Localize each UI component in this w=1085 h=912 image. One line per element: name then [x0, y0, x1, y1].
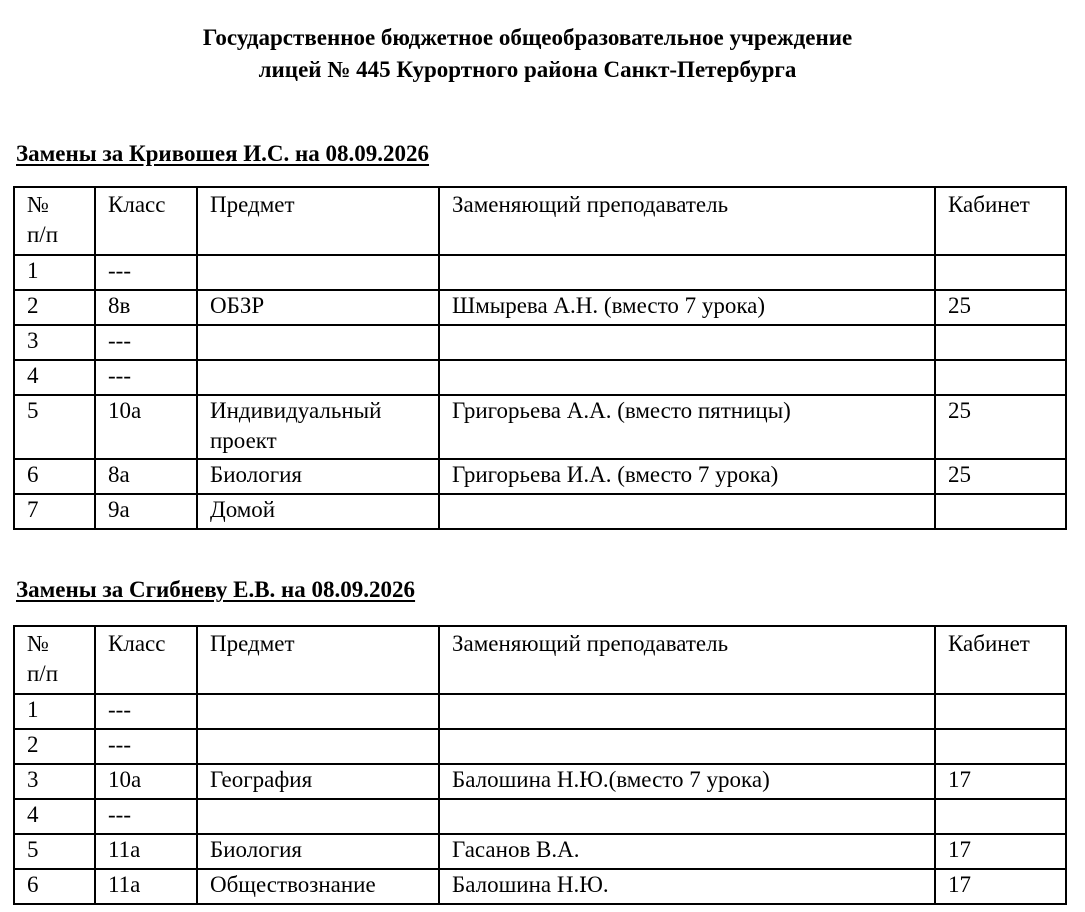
table-header-row [14, 626, 1066, 694]
substitutions-table-sgibneva [13, 625, 1067, 905]
table-row [14, 395, 1066, 459]
substitutions-table-krivosheya [13, 186, 1067, 530]
column-header-class: Класс [95, 626, 197, 694]
cell-number: 3 [14, 764, 95, 799]
cell-subject [197, 325, 439, 360]
cell-number: 6 [14, 869, 95, 904]
cell-cabinet [935, 325, 1066, 360]
cell-subject: Биология [197, 834, 439, 869]
cell-subject: Домой [197, 494, 439, 529]
table-row [14, 255, 1066, 290]
cell-class: --- [95, 325, 197, 360]
cell-cabinet [935, 729, 1066, 764]
cell-cabinet: 17 [935, 764, 1066, 799]
column-header-number-line2: п/п [27, 222, 59, 247]
cell-number: 6 [14, 459, 95, 494]
cell-cabinet: 25 [935, 459, 1066, 494]
cell-teacher [439, 325, 935, 360]
school-name-line2: лицей № 445 Курортного района Санкт-Петербурга [258, 57, 797, 82]
cell-teacher: Шмырева А.Н. (вместо 7 урока) [439, 290, 935, 325]
cell-class: --- [95, 694, 197, 729]
cell-teacher [439, 360, 935, 395]
cell-cabinet: 17 [935, 869, 1066, 904]
cell-teacher: Григорьева А.А. (вместо пятницы) [439, 395, 935, 459]
cell-number: 1 [14, 694, 95, 729]
cell-subject [197, 729, 439, 764]
cell-teacher [439, 255, 935, 290]
column-header-number [14, 187, 95, 255]
cell-subject [197, 799, 439, 834]
cell-class: --- [95, 799, 197, 834]
cell-number: 5 [14, 395, 95, 459]
table-row [14, 799, 1066, 834]
cell-cabinet [935, 360, 1066, 395]
cell-number: 3 [14, 325, 95, 360]
cell-subject: Индивидуальный проект [197, 395, 439, 459]
table-row [14, 459, 1066, 494]
table-row [14, 290, 1066, 325]
cell-cabinet [935, 255, 1066, 290]
cell-class: 8а [95, 459, 197, 494]
table-row [14, 494, 1066, 529]
cell-teacher [439, 694, 935, 729]
cell-subject [197, 255, 439, 290]
cell-subject: Обществознание [197, 869, 439, 904]
document-header [0, 22, 1055, 86]
cell-cabinet [935, 799, 1066, 834]
cell-number: 4 [14, 799, 95, 834]
column-header-subject: Предмет [197, 187, 439, 255]
column-header-class: Класс [95, 187, 197, 255]
cell-cabinet: 17 [935, 834, 1066, 869]
section-title-krivosheya: Замены за Кривошея И.С. на 08.09.2026 [16, 141, 430, 166]
table-row [14, 764, 1066, 799]
cell-number: 1 [14, 255, 95, 290]
cell-teacher: Балошина Н.Ю. [439, 869, 935, 904]
section-title-sgibneva: Замены за Сгибневу Е.В. на 08.09.2026 [16, 577, 416, 602]
cell-teacher: Гасанов В.А. [439, 834, 935, 869]
cell-class: 8в [95, 290, 197, 325]
column-header-subject: Предмет [197, 626, 439, 694]
cell-teacher: Григорьева И.А. (вместо 7 урока) [439, 459, 935, 494]
cell-teacher: Балошина Н.Ю.(вместо 7 урока) [439, 764, 935, 799]
cell-subject: География [197, 764, 439, 799]
cell-class: 10а [95, 764, 197, 799]
cell-class: 11а [95, 834, 197, 869]
column-header-cabinet: Кабинет [935, 187, 1066, 255]
column-header-number-line1: № [27, 631, 49, 656]
cell-class: 10а [95, 395, 197, 459]
column-header-cabinet: Кабинет [935, 626, 1066, 694]
cell-subject [197, 360, 439, 395]
table-row [14, 360, 1066, 395]
cell-number: 2 [14, 729, 95, 764]
cell-teacher [439, 494, 935, 529]
cell-subject [197, 694, 439, 729]
cell-teacher [439, 729, 935, 764]
column-header-teacher: Заменяющий преподаватель [439, 626, 935, 694]
table-row [14, 694, 1066, 729]
cell-number: 2 [14, 290, 95, 325]
cell-number: 5 [14, 834, 95, 869]
column-header-teacher: Заменяющий преподаватель [439, 187, 935, 255]
cell-cabinet [935, 694, 1066, 729]
cell-cabinet: 25 [935, 290, 1066, 325]
table-header-row [14, 187, 1066, 255]
school-name-line1: Государственное бюджетное общеобразовательное учреждение [202, 25, 853, 50]
table-row [14, 325, 1066, 360]
cell-subject: Биология [197, 459, 439, 494]
cell-number: 7 [14, 494, 95, 529]
cell-class: 9а [95, 494, 197, 529]
cell-cabinet: 25 [935, 395, 1066, 459]
cell-subject: ОБЗР [197, 290, 439, 325]
cell-number: 4 [14, 360, 95, 395]
table-row [14, 869, 1066, 904]
table-row [14, 729, 1066, 764]
cell-teacher [439, 799, 935, 834]
cell-cabinet [935, 494, 1066, 529]
column-header-number-line2: п/п [27, 661, 59, 686]
table-row [14, 834, 1066, 869]
cell-class: --- [95, 360, 197, 395]
cell-class: --- [95, 729, 197, 764]
cell-class: --- [95, 255, 197, 290]
cell-class: 11а [95, 869, 197, 904]
column-header-number [14, 626, 95, 694]
column-header-number-line1: № [27, 192, 49, 217]
